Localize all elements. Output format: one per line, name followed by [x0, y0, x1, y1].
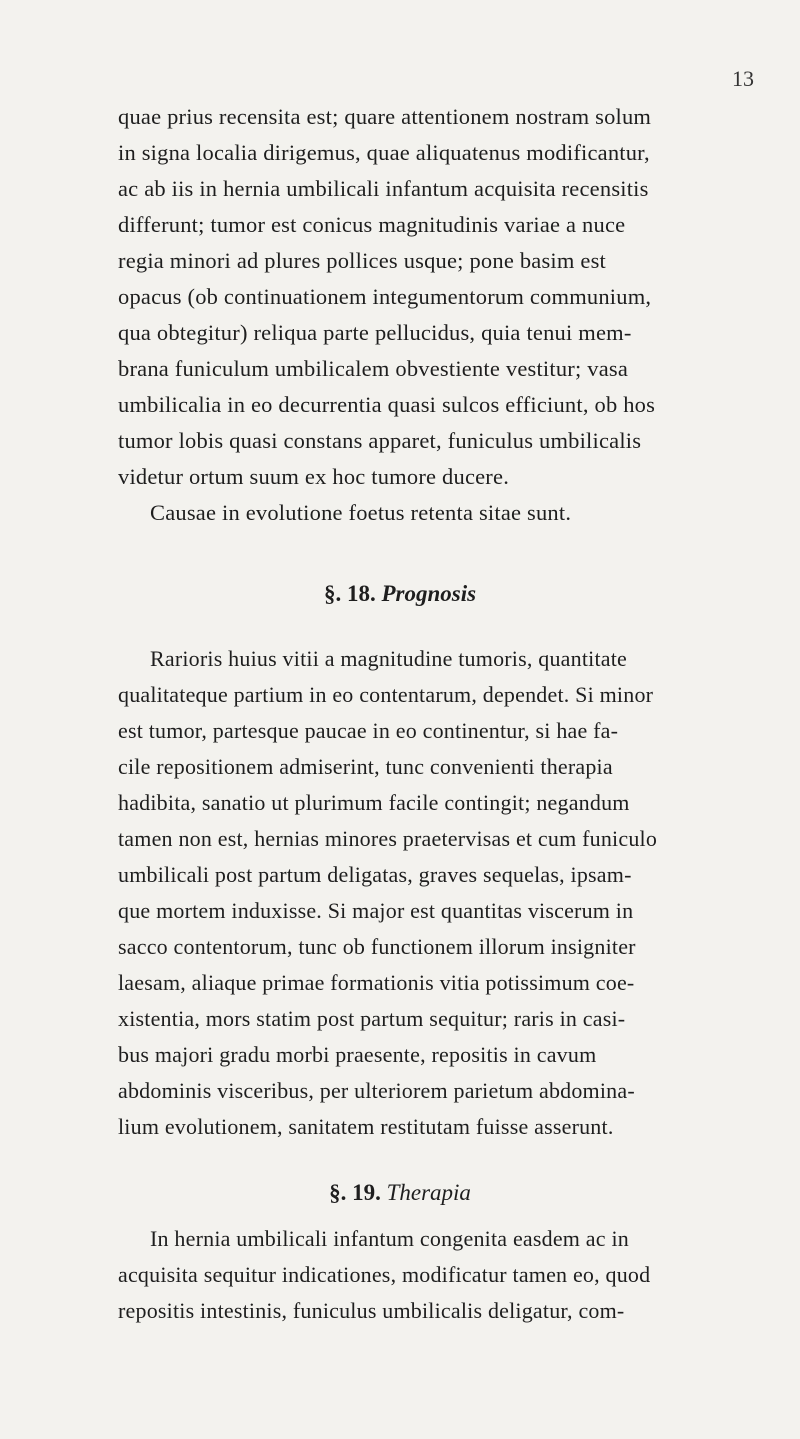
text-line: abdominis visceribus, per ulteriorem parietum abdomina-	[118, 1078, 635, 1103]
text-line: in signa localia dirigemus, quae aliquatenus modificantur,	[118, 140, 650, 165]
section-title: Prognosis	[381, 581, 477, 606]
text-line: acquisita sequitur indicationes, modificatur tamen eo, quod	[118, 1262, 651, 1287]
text-line: repositis intestinis, funiculus umbilicalis deligatur, com-	[118, 1298, 625, 1323]
text-line: opacus (ob continuationem integumentorum communium,	[118, 284, 652, 309]
text-line: ac ab iis in hernia umbilicali infantum acquisita recensitis	[118, 176, 649, 201]
text-line: hadibita, sanatio ut plurimum facile contingit; negandum	[118, 790, 630, 815]
text-line: tamen non est, hernias minores praetervisas et cum funiculo	[118, 826, 658, 851]
text-line: videtur ortum suum ex hoc tumore ducere.	[118, 464, 510, 489]
text-line: tumor lobis quasi constans apparet, funiculus umbilicalis	[118, 428, 642, 453]
text-line: Causae in evolutione foetus retenta sitae sunt.	[150, 500, 572, 525]
text-line: xistentia, mors statim post partum sequitur; raris in casi-	[118, 1006, 626, 1031]
text-line: qualitateque partium in eo contentarum, dependet. Si minor	[118, 682, 654, 707]
text-line: In hernia umbilicali infantum congenita easdem ac in	[150, 1226, 629, 1251]
text-line: cile repositionem admiserint, tunc convenienti therapia	[118, 754, 613, 779]
text-line: lium evolutionem, sanitatem restitutam fuisse asserunt.	[118, 1114, 614, 1139]
section-number: §. 19.	[329, 1180, 381, 1205]
page-number: 13	[732, 66, 754, 91]
text-line: est tumor, partesque paucae in eo continentur, si hae fa-	[118, 718, 619, 743]
text-line: umbilicalia in eo decurrentia quasi sulcos efficiunt, ob hos	[118, 392, 656, 417]
text-line: bus majori gradu morbi praesente, repositis in cavum	[118, 1042, 597, 1067]
text-line: umbilicali post partum deligatas, graves sequelas, ipsam-	[118, 862, 632, 887]
text-line: qua obtegitur) reliqua parte pellucidus, quia tenui mem-	[118, 320, 632, 345]
text-line: quae prius recensita est; quare attentionem nostram solum	[118, 104, 652, 129]
section-heading-prognosis	[0, 581, 800, 607]
text-line: Rarioris huius vitii a magnitudine tumoris, quantitate	[150, 646, 628, 671]
section-title: Therapia	[386, 1180, 471, 1205]
text-line: brana funiculum umbilicalem obvestiente vestitur; vasa	[118, 356, 629, 381]
section-heading-therapia	[0, 1180, 800, 1206]
text-line: regia minori ad plures pollices usque; pone basim est	[118, 248, 606, 273]
text-line: sacco contentorum, tunc ob functionem illorum insigniter	[118, 934, 636, 959]
section-number: §. 18.	[323, 581, 376, 606]
text-line: que mortem induxisse. Si major est quantitas viscerum in	[118, 898, 634, 923]
text-line: laesam, aliaque primae formationis vitia potissimum coe-	[118, 970, 635, 995]
text-line: differunt; tumor est conicus magnitudinis variae a nuce	[118, 212, 626, 237]
